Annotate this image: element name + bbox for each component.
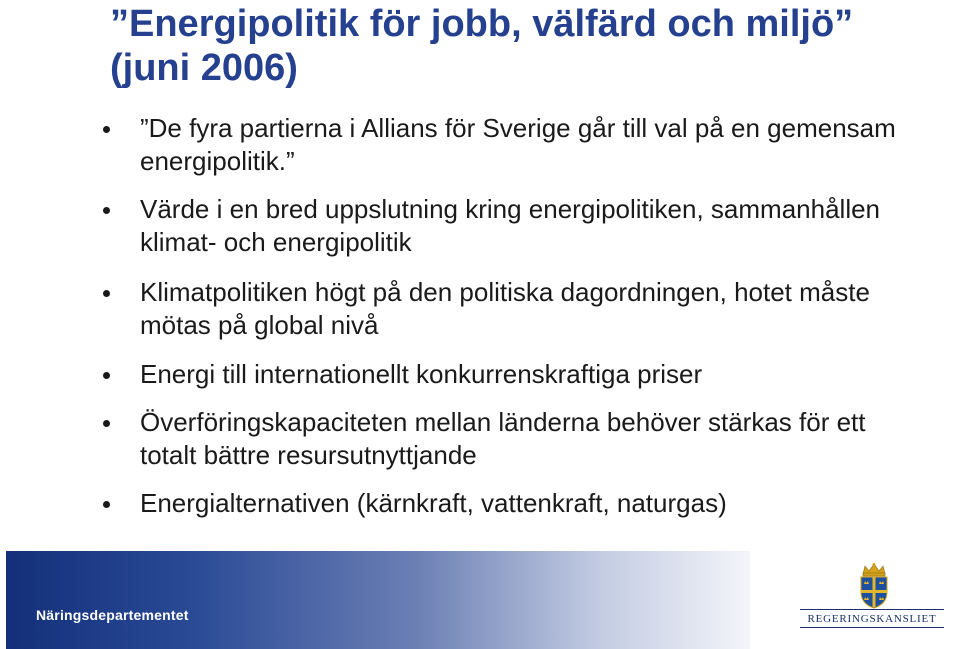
bullet-dot-icon (103, 420, 110, 427)
bullet-dot-icon (103, 501, 110, 508)
bullet-item (140, 193, 900, 259)
regeringskansliet-logo (800, 609, 944, 628)
bullet-text: Värde i en bred uppslutning kring energipolitiken, sammanhållen klimat- och energipolitik (140, 194, 881, 257)
logo-text: REGERINGSKANSLIET (807, 612, 937, 625)
bullet-dot-icon (103, 290, 110, 297)
bullet-item (140, 112, 900, 178)
bullet-text: Överföringskapaciteten mellan länderna behöver stärkas för ett totalt bättre resursutnyttjande (140, 407, 866, 470)
footer-gradient-bar (6, 551, 750, 649)
slide-title: ”Energipolitik för jobb, välfärd och miljö” (juni 2006) (110, 3, 854, 89)
bullet-dot-icon (103, 372, 110, 379)
bullet-item (140, 276, 900, 342)
swedish-coat-of-arms-icon (854, 562, 894, 610)
bullet-text: Energialternativen (kärnkraft, vattenkraft, naturgas) (140, 488, 727, 518)
bullet-dot-icon (103, 126, 110, 133)
bullet-item (140, 487, 900, 520)
bullet-item (140, 358, 900, 391)
bullet-dot-icon (103, 207, 110, 214)
bullet-text: ”De fyra partierna i Allians för Sverige går till val på en gemensam energipolitik.” (140, 113, 896, 176)
bullet-item (140, 406, 900, 472)
bullet-text: Energi till internationellt konkurrenskraftiga priser (140, 359, 703, 389)
department-label: Näringsdepartementet (36, 607, 189, 623)
bullet-text: Klimatpolitiken högt på den politiska dagordningen, hotet måste mötas på global nivå (140, 277, 870, 340)
